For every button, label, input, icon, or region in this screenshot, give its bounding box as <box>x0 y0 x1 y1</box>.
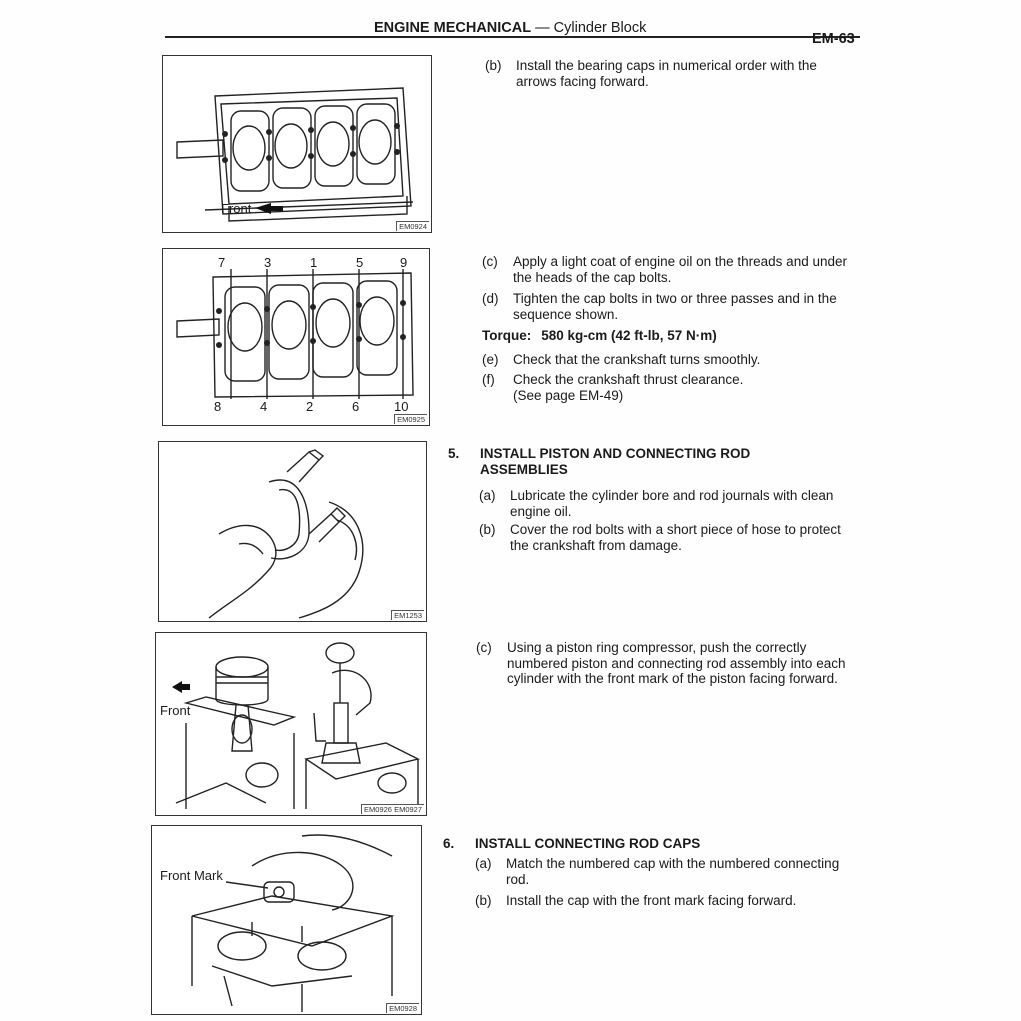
step-text: Check that the crankshaft turns smoothly. <box>513 352 761 367</box>
piston-compressor-illustration <box>156 633 426 815</box>
figure-code: EM0924 <box>396 221 429 231</box>
sequence-number: 10 <box>394 399 409 414</box>
sequence-number: 6 <box>352 399 360 414</box>
step-text: Install the cap with the front mark facing forward. <box>506 893 797 908</box>
figure-code: EM1253 <box>391 610 424 620</box>
step-letter: (b) <box>485 58 502 73</box>
sequence-number: 9 <box>400 255 408 270</box>
sequence-number: 2 <box>306 399 314 414</box>
step-text: Match the numbered cap with the numbered connecting rod. <box>506 856 840 887</box>
step-text: Using a piston ring compressor, push the correctly numbered piston and connecting rod assembly into each cylinder with the front mark of the piston facing forward. <box>507 640 846 686</box>
step-letter: (f) <box>482 372 495 387</box>
step-text: Install the bearing caps in numerical order with the arrows facing forward. <box>516 58 817 89</box>
subsection-title: — Cylinder Block <box>531 20 647 36</box>
header-rule <box>165 36 860 38</box>
sequence-number: 3 <box>264 255 272 270</box>
hands-rod-cap-illustration <box>159 442 426 621</box>
section-number: 6. <box>443 836 455 851</box>
step-text: Check the crankshaft thrust clearance. (See page EM-49) <box>513 372 744 403</box>
rod-cap-illustration <box>152 826 421 1014</box>
torque-spec <box>482 328 717 343</box>
cylinder-block-illustration <box>163 56 431 232</box>
figure-code: EM0928 <box>386 1003 419 1013</box>
figure-cap-bolt-sequence <box>162 248 430 426</box>
step-text: Tighten the cap bolts in two or three passes and in the sequence shown. <box>513 291 837 322</box>
step-letter: (b) <box>479 522 496 537</box>
sequence-number: 8 <box>214 399 222 414</box>
front-arrow-icon <box>172 681 190 693</box>
figure-bearing-caps <box>162 55 432 233</box>
page-number: EM-63 <box>812 31 855 47</box>
torque-label: Torque: <box>482 328 532 343</box>
step-letter: (a) <box>475 856 492 871</box>
step-letter: (d) <box>482 291 499 306</box>
section-title: ENGINE MECHANICAL <box>374 20 532 36</box>
figure-rod-bolt-hose <box>158 441 427 622</box>
step-text: Cover the rod bolts with a short piece of hose to protect the crankshaft from damage. <box>510 522 841 553</box>
step-letter: (e) <box>482 352 499 367</box>
figure-code: EM0926 EM0927 <box>361 804 424 814</box>
sequence-number: 7 <box>218 255 226 270</box>
step-text: Lubricate the cylinder bore and rod journals with clean engine oil. <box>510 488 834 519</box>
tightening-sequence-illustration <box>163 249 429 425</box>
figure-code: EM0925 <box>394 414 427 424</box>
section-number: 5. <box>448 446 460 461</box>
sequence-number: 4 <box>260 399 268 414</box>
figure-rod-cap-install <box>151 825 422 1015</box>
front-label: Front <box>221 201 252 216</box>
section-title: INSTALL PISTON AND CONNECTING ROD ASSEMBLIES <box>480 446 751 477</box>
step-letter: (a) <box>479 488 496 503</box>
front-label: Front <box>160 703 191 718</box>
page-title <box>374 20 646 36</box>
figure-piston-install <box>155 632 427 816</box>
step-letter: (c) <box>482 254 498 269</box>
sequence-number: 5 <box>356 255 364 270</box>
front-mark-label: Front Mark <box>160 868 223 883</box>
section-title: INSTALL CONNECTING ROD CAPS <box>475 836 701 851</box>
sequence-number: 1 <box>310 255 318 270</box>
step-text: Apply a light coat of engine oil on the threads and under the heads of the cap bolts. <box>513 254 847 285</box>
step-letter: (c) <box>476 640 492 655</box>
step-letter: (b) <box>475 893 492 908</box>
torque-value: 580 kg-cm (42 ft-lb, 57 N·m) <box>541 328 717 343</box>
